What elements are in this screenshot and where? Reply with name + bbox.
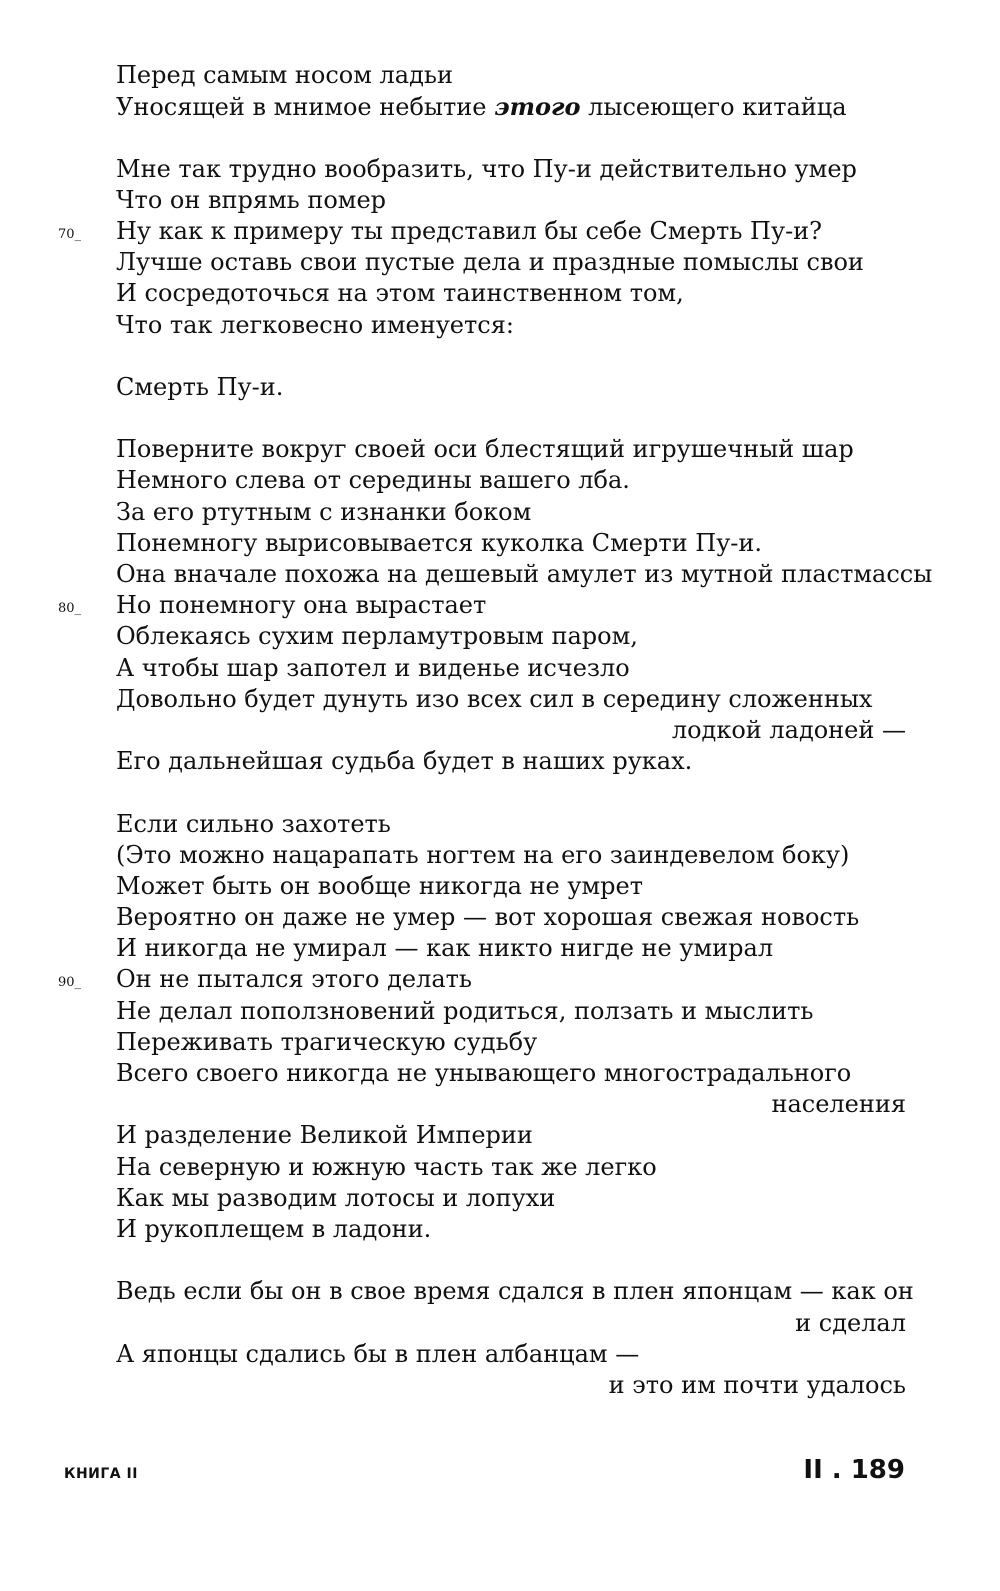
line-text: На северную и южную часть так же легко bbox=[116, 1152, 657, 1181]
line-text: Понемногу вырисовывается куколка Смерти Пу-и. bbox=[116, 528, 763, 557]
poem-text bbox=[58, 60, 933, 1401]
poem-line bbox=[116, 310, 906, 341]
poem-line bbox=[116, 1027, 906, 1058]
poem-line bbox=[116, 996, 906, 1027]
poem-line bbox=[116, 1058, 906, 1089]
line-number: 70_ bbox=[58, 226, 82, 242]
line-text: Довольно будет дунуть изо всех сил в середину сложенных bbox=[116, 684, 873, 713]
poem-line bbox=[116, 621, 906, 652]
line-text: населения bbox=[771, 1090, 906, 1119]
line-text: Перед самым носом ладьи bbox=[116, 61, 453, 89]
line-text: Облекаясь сухим перламутровым паром, bbox=[116, 622, 638, 651]
poem-line bbox=[116, 60, 906, 91]
line-text: Переживать трагическую судьбу bbox=[116, 1027, 538, 1056]
line-text: Ведь если бы он в свое время сдался в плен японцам — как он bbox=[116, 1277, 914, 1306]
stanza-break bbox=[116, 341, 906, 372]
poem-line bbox=[116, 1120, 906, 1151]
line-text: Смерть Пу-и. bbox=[116, 372, 284, 401]
line-text: Как мы разводим лотосы и лопухи bbox=[116, 1183, 556, 1212]
line-fragment: лысеющего китайца bbox=[580, 93, 847, 122]
poem-line bbox=[116, 1183, 906, 1214]
poem-line bbox=[116, 1308, 906, 1339]
poem-line bbox=[116, 465, 906, 496]
line-text: Но понемногу она вырастает bbox=[116, 591, 487, 620]
poem-line bbox=[116, 1370, 906, 1401]
poem-line bbox=[116, 1214, 906, 1245]
poem-line bbox=[116, 1152, 906, 1183]
line-text: Всего своего никогда не унывающего многострадального bbox=[116, 1059, 852, 1087]
poem-line bbox=[116, 684, 906, 715]
line-text: Что так легковесно именуется: bbox=[116, 310, 514, 339]
poem-line bbox=[116, 933, 906, 964]
poem-line bbox=[58, 964, 906, 995]
line-text: За его ртутным с изнанки боком bbox=[116, 497, 532, 526]
poem-line bbox=[116, 653, 906, 684]
line-text: лодкой ладоней — bbox=[671, 715, 906, 744]
line-number: 90_ bbox=[58, 975, 82, 991]
poem-line bbox=[116, 1339, 906, 1370]
poem-line bbox=[116, 559, 933, 590]
line-text: И рукоплещем в ладони. bbox=[116, 1214, 432, 1243]
poem-line bbox=[116, 840, 906, 871]
poem-line bbox=[116, 871, 906, 902]
stanza-break bbox=[116, 777, 906, 808]
poem-line bbox=[116, 247, 906, 278]
line-text: Немного слева от середины вашего лба. bbox=[116, 466, 630, 495]
poem-line bbox=[116, 1276, 914, 1307]
line-text: Может быть он вообще никогда не умрет bbox=[116, 871, 644, 900]
line-text: Он не пытался этого делать bbox=[116, 965, 472, 994]
line-text: Лучше оставь свои пустые дела и праздные помыслы свои bbox=[116, 248, 864, 277]
poem-line bbox=[116, 809, 906, 840]
line-text: Мне так трудно вообразить, что Пу-и действительно умер bbox=[116, 154, 857, 183]
poem-line bbox=[116, 715, 906, 746]
line-text: И разделение Великой Империи bbox=[116, 1121, 533, 1150]
line-text: Что он впрямь помер bbox=[116, 185, 387, 214]
poem-line bbox=[116, 154, 906, 185]
line-text: Ну как к примеру ты представил бы себе Смерть Пу-и? bbox=[116, 216, 823, 245]
line-text: А чтобы шар запотел и виденье исчезло bbox=[116, 653, 630, 682]
poem-line bbox=[58, 590, 906, 621]
line-text: И никогда не умирал — как никто нигде не умирал bbox=[116, 934, 774, 963]
line-fragment: Уносящей в мнимое небытие bbox=[116, 93, 495, 122]
line-number: 80_ bbox=[58, 601, 82, 617]
emphasized-word: этого bbox=[494, 92, 581, 122]
poem-line bbox=[116, 372, 906, 403]
line-text: Его дальнейшая судьба будет в наших руках. bbox=[116, 747, 693, 776]
poem-line bbox=[116, 278, 906, 309]
line-text: А японцы сдались бы в плен албанцам — bbox=[116, 1339, 640, 1368]
line-text: И сосредоточься на этом таинственном том, bbox=[116, 279, 684, 308]
line-text: и сделал bbox=[795, 1308, 906, 1337]
line-text: Вероятно он даже не умер — вот хорошая свежая новость bbox=[116, 903, 860, 932]
line-text: Она вначале похожа на дешевый амулет из мутной пластмассы bbox=[116, 560, 933, 588]
line-text: Если сильно захотеть bbox=[116, 809, 391, 838]
poem-line bbox=[58, 216, 906, 247]
line-text: Поверните вокруг своей оси блестящий игрушечный шар bbox=[116, 435, 854, 464]
stanza-break bbox=[116, 403, 906, 434]
page-number: II . 189 bbox=[803, 1455, 905, 1485]
poem-line bbox=[116, 185, 906, 216]
stanza-break bbox=[116, 122, 906, 153]
poem-line bbox=[116, 746, 906, 777]
poem-line bbox=[116, 497, 906, 528]
poem-line bbox=[116, 91, 906, 122]
line-text: и это им почти удалось bbox=[608, 1370, 906, 1399]
poem-line bbox=[116, 902, 906, 933]
line-text: Не делал поползновений родиться, ползать и мыслить bbox=[116, 996, 814, 1025]
poem-line bbox=[116, 434, 906, 465]
stanza-break bbox=[116, 1245, 906, 1276]
book-label: КНИГА II bbox=[64, 1466, 138, 1482]
line-text: (Это можно нацарапать ногтем на его заиндевелом боку) bbox=[116, 840, 850, 869]
poem-line bbox=[116, 528, 906, 559]
poem-line bbox=[116, 1089, 906, 1120]
